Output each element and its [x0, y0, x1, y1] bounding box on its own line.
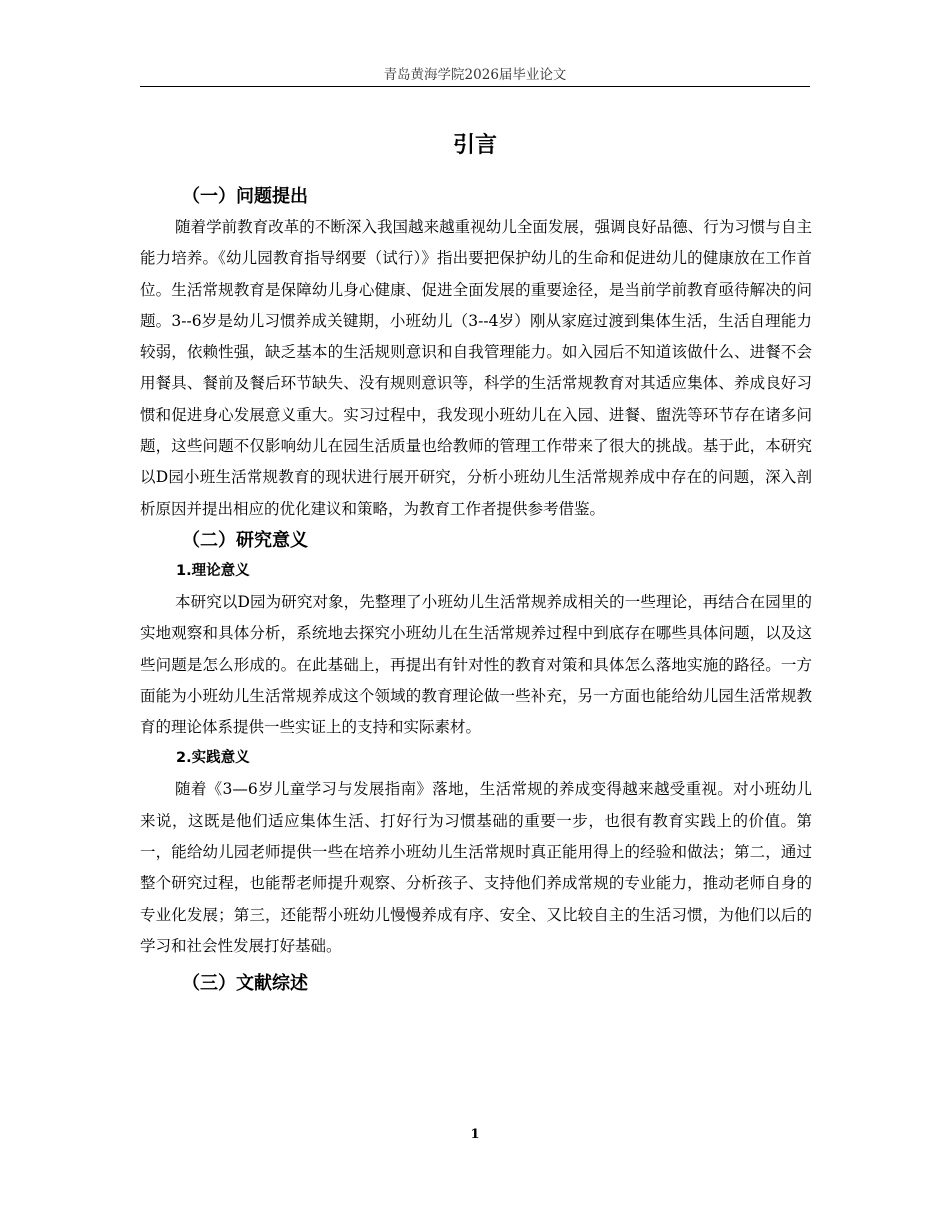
- page-number: 1: [470, 1127, 480, 1142]
- practical-paragraph: 随着《3—6岁儿童学习与发展指南》落地，生活常规的养成变得越来越受重视。对小班幼儿来说，这既是他们适应集体生活、打好行为习惯基础的重要一步，也很有教育实践上的价值。第一，能给幼儿园老师提供一些在培养小班幼儿生活常规时真正能用得上的经验和做法；第二，通过整个研究过程，也能帮老师提升观察、分析孩子、支持他们养成常规的专业能力，推动老师自身的专业化发展；第三，还能帮小班幼儿慢慢养成有序、安全、又比较自主的生活习惯，为他们以后的学习和社会性发展打好基础。: [140, 780, 812, 955]
- running-head: 青岛黄海学院2026届毕业论文: [383, 67, 567, 83]
- body-content: [140, 181, 812, 999]
- problem-paragraph: 随着学前教育改革的不断深入我国越来越重视幼儿全面发展，强调良好品德、行为习惯与自主能力培养。《幼儿园教育指导纲要（试行）》指出要把保护幼儿的生命和促进幼儿的健康放在工作首位。生活常规教育是保障幼儿身心健康、促进全面发展的重要途径，是当前学前教育亟待解决的问题。3--6岁是幼儿习惯养成关键期，小班幼儿（3--4岁）刚从家庭过渡到集体生活，生活自理能力较弱，依赖性强，缺乏基本的生活规则意识和自我管理能力。如入园后不知道该做什么、进餐不会用餐具、餐前及餐后环节缺失、没有规则意识等，科学的生活常规教育对其适应集体、养成良好习惯和促进身心发展意义重大。实习过程中，我发现小班幼儿在入园、进餐、盥洗等环节存在诸多问题，这些问题不仅影响幼儿在园生活质量也给教师的管理工作带来了很大的挑战。基于此，本研究以D园小班生活常规教育的现状进行展开研究，分析小班幼儿生活常规养成中存在的问题，深入剖析原因并提出相应的优化建议和策略，为教育工作者提供参考借鉴。: [140, 218, 812, 518]
- chapter-title: 引言: [452, 133, 497, 158]
- section-heading-problem: （一）问题提出: [182, 186, 308, 207]
- header-rule: [140, 86, 810, 87]
- section-heading-literature-review: （三）文献综述: [182, 973, 308, 995]
- theoretical-paragraph: 本研究以D园为研究对象，先整理了小班幼儿生活常规养成相关的一些理论，再结合在园里的实地观察和具体分析，系统地去探究小班幼儿在生活常规养过程中到底存在哪些具体问题，以及这些问题是怎么形成的。在此基础上，再提出有针对性的教育对策和具体怎么落地实施的路径。一方面能为小班幼儿生活常规养成这个领域的教育理论做一些补充，另一方面也能给幼儿园生活常规教育的理论体系提供一些实证上的支持和实际素材。: [140, 592, 812, 737]
- section-heading-significance: （二）研究意义: [182, 529, 308, 551]
- subsection-heading-theoretical: 1.理论意义: [176, 562, 250, 579]
- subsection-heading-practical: 2.实践意义: [176, 750, 250, 767]
